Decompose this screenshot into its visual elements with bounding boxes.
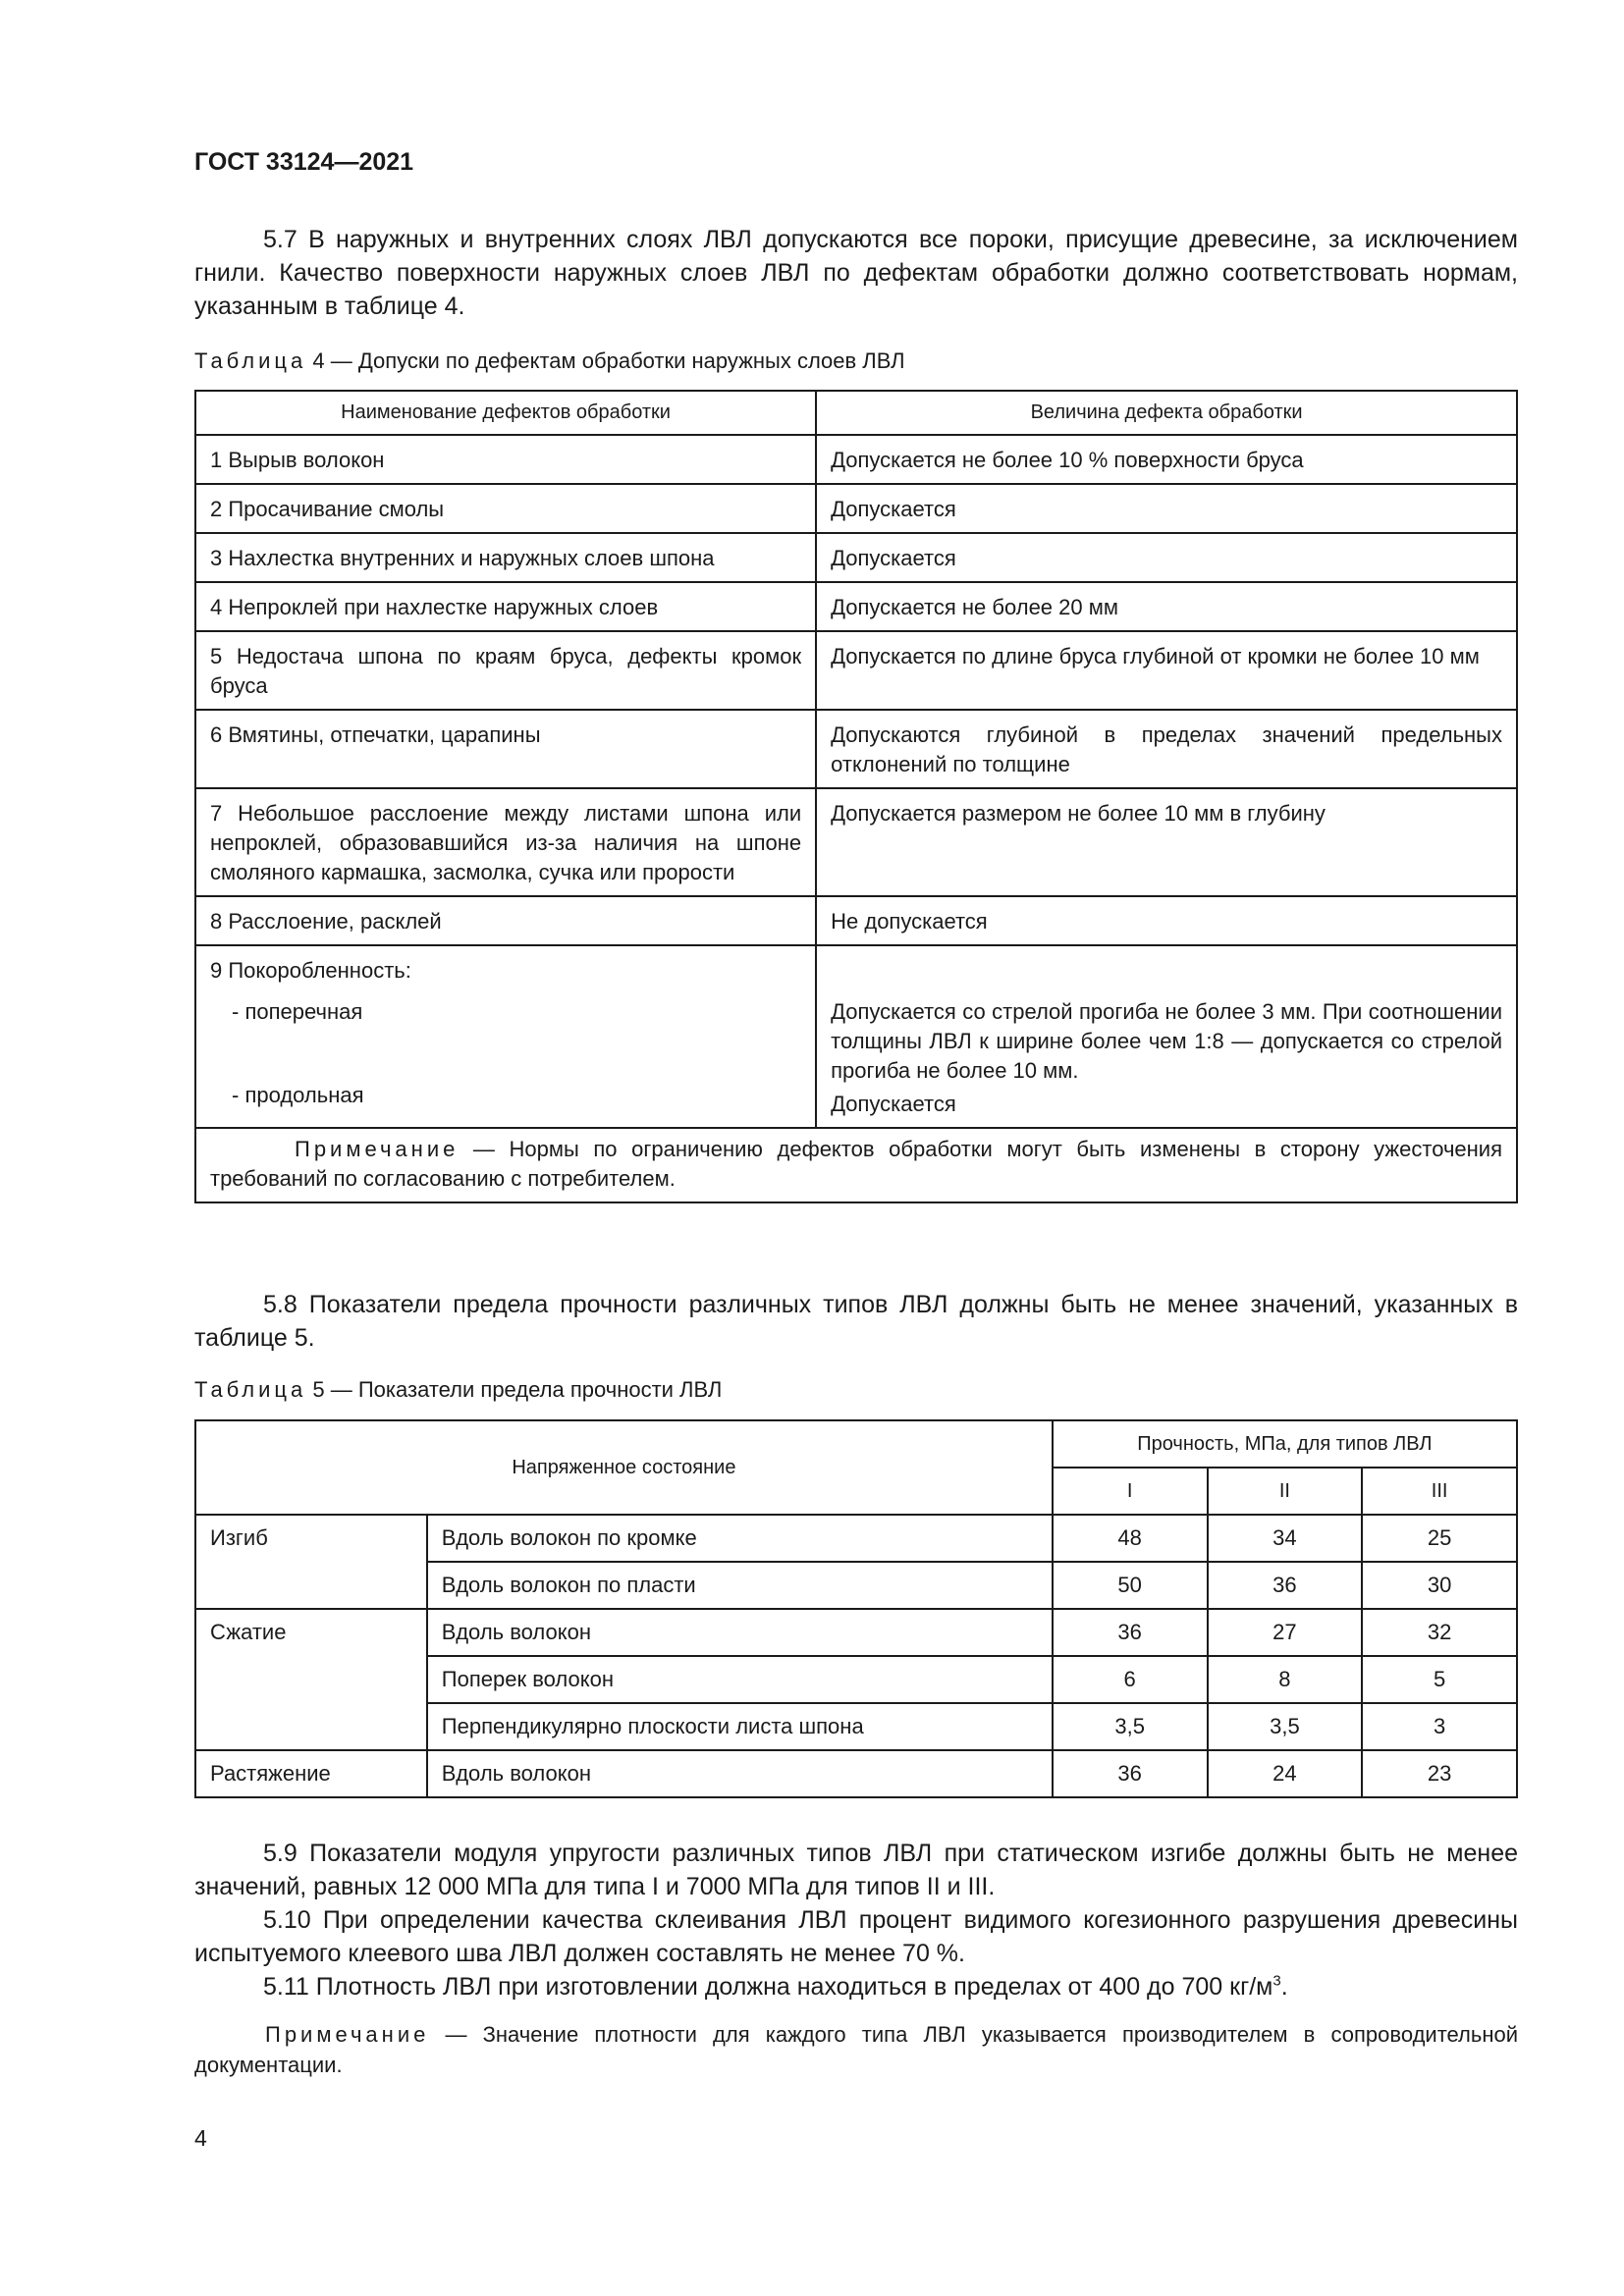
strength-value: 36 <box>1053 1609 1208 1656</box>
type-header: III <box>1362 1468 1517 1515</box>
table-header-row <box>195 1420 1517 1468</box>
caption-text: 4 — Допуски по дефектам обработки наружных слоев ЛВЛ <box>312 348 905 373</box>
note-density <box>194 2019 1518 2080</box>
warp-cross-label: - поперечная <box>232 999 363 1024</box>
defect-name: 5 Недостача шпона по краям бруса, дефекты кромок бруса <box>195 631 816 710</box>
table-row <box>195 1750 1517 1797</box>
table-row <box>195 1515 1517 1562</box>
strength-value: 27 <box>1208 1609 1363 1656</box>
strength-value: 3 <box>1362 1703 1517 1750</box>
strength-value: 3,5 <box>1053 1703 1208 1750</box>
strength-value: 3,5 <box>1208 1703 1363 1750</box>
defect-value: Допускается <box>816 533 1517 582</box>
warp-cross-value: Допускается со стрелой прогиба не более 3 мм. При соотношении толщины ЛВЛ к ширине более чем 1:8 — допускается со стрелой прогиба не более 10 мм. <box>831 999 1502 1083</box>
paragraph-text: 5.7 В наружных и внутренних слоях ЛВЛ допускаются все пороки, присущие древесине, за исключением гнили. Качество поверхности наружных слоев ЛВЛ по дефектам обработки должно соответствовать нормам, указанным в таблице 4. <box>194 226 1518 320</box>
caption-word: Таблица <box>194 348 307 373</box>
defect-value: Допускается не более 10 % поверхности бруса <box>816 435 1517 484</box>
stress-group: Изгиб <box>195 1515 427 1609</box>
paragraph-end: . <box>1280 1973 1288 2001</box>
strength-value: 23 <box>1362 1750 1517 1797</box>
table-row <box>195 533 1517 582</box>
stress-direction: Вдоль волокон <box>427 1609 1053 1656</box>
stress-direction: Поперек волокон <box>427 1656 1053 1703</box>
paragraph-text: 5.10 При определении качества склеивания ЛВЛ процент видимого когезионного разрушения древесины испытуемого клеевого шва ЛВЛ должен составлять не менее 70 %. <box>194 1906 1518 1967</box>
column-header: Прочность, МПа, для типов ЛВЛ <box>1053 1420 1517 1468</box>
strength-value: 34 <box>1208 1515 1363 1562</box>
paragraph-text: 5.11 Плотность ЛВЛ при изготовлении должна находиться в пределах от 400 до 700 кг/м <box>263 1973 1273 2001</box>
table-note <box>195 1128 1517 1202</box>
paragraph-5-11 <box>194 1970 1518 2003</box>
warp-long-value: Допускается <box>831 1092 956 1116</box>
paragraph-5-7 <box>194 223 1518 323</box>
defect-value <box>816 945 1517 1128</box>
note-text: — Нормы по ограничению дефектов обработки могут быть изменены в сторону ужесточения требований по согласованию с потребителем. <box>210 1137 1502 1191</box>
defect-name: 7 Небольшое расслоение между листами шпона или непроклей, образовавшийся из-за наличия на шпоне смоляного кармашка, засмолка, сучка или прорости <box>195 788 816 896</box>
column-header: Величина дефекта обработки <box>816 391 1517 435</box>
defect-value: Допускается по длине бруса глубиной от кромки не более 10 мм <box>816 631 1517 710</box>
stress-direction: Вдоль волокон по кромке <box>427 1515 1053 1562</box>
defect-value: Допускаются глубиной в пределах значений предельных отклонений по толщине <box>816 710 1517 788</box>
table-header-row <box>195 391 1517 435</box>
table-row <box>195 582 1517 631</box>
caption-word: Таблица <box>194 1377 307 1402</box>
strength-value: 32 <box>1362 1609 1517 1656</box>
table4-caption <box>194 348 905 374</box>
document-header: ГОСТ 33124—2021 <box>194 148 414 176</box>
table-row <box>195 484 1517 533</box>
defect-name: 2 Просачивание смолы <box>195 484 816 533</box>
paragraph-5-10 <box>194 1903 1518 1970</box>
table5-caption <box>194 1377 722 1403</box>
note-text: — Значение плотности для каждого типа ЛВЛ указывается производителем в сопроводительной документации. <box>194 2022 1518 2077</box>
paragraph-text: 5.9 Показатели модуля упругости различных типов ЛВЛ при статическом изгибе должны быть не менее значений, равных 12 000 МПа для типа I и 7000 МПа для типов II и III. <box>194 1840 1518 1900</box>
column-header: Наименование дефектов обработки <box>195 391 816 435</box>
strength-value: 5 <box>1362 1656 1517 1703</box>
strength-value: 25 <box>1362 1515 1517 1562</box>
defect-name: 3 Нахлестка внутренних и наружных слоев шпона <box>195 533 816 582</box>
stress-group: Сжатие <box>195 1609 427 1750</box>
paragraph-5-8 <box>194 1288 1518 1355</box>
table-row <box>195 435 1517 484</box>
strength-value: 50 <box>1053 1562 1208 1609</box>
paragraph-text: 5.8 Показатели предела прочности различных типов ЛВЛ должны быть не менее значений, указанных в таблице 5. <box>194 1291 1518 1352</box>
strength-value: 24 <box>1208 1750 1363 1797</box>
table-4 <box>194 390 1518 1203</box>
type-header: II <box>1208 1468 1363 1515</box>
stress-direction: Перпендикулярно плоскости листа шпона <box>427 1703 1053 1750</box>
stress-direction: Вдоль волокон по пласти <box>427 1562 1053 1609</box>
defect-value: Допускается размером не более 10 мм в глубину <box>816 788 1517 896</box>
paragraph-5-9 <box>194 1837 1518 1903</box>
stress-direction: Вдоль волокон <box>427 1750 1053 1797</box>
table-row <box>195 710 1517 788</box>
strength-value: 30 <box>1362 1562 1517 1609</box>
strength-value: 6 <box>1053 1656 1208 1703</box>
type-header: I <box>1053 1468 1208 1515</box>
column-header: Напряженное состояние <box>195 1420 1053 1515</box>
defect-name: 8 Расслоение, расклей <box>195 896 816 945</box>
table-row <box>195 631 1517 710</box>
defect-value: Допускается <box>816 484 1517 533</box>
defect-value: Допускается не более 20 мм <box>816 582 1517 631</box>
defect-name: 6 Вмятины, отпечатки, царапины <box>195 710 816 788</box>
table-row <box>195 788 1517 896</box>
table-row <box>195 945 1517 1128</box>
caption-text: 5 — Показатели предела прочности ЛВЛ <box>312 1377 723 1402</box>
warp-long-label: - продольная <box>232 1083 364 1107</box>
table-row <box>195 896 1517 945</box>
defect-value: Не допускается <box>816 896 1517 945</box>
note-word: Примечание <box>295 1137 460 1161</box>
strength-value: 8 <box>1208 1656 1363 1703</box>
table-note-row <box>195 1128 1517 1202</box>
page-number: 4 <box>194 2125 207 2151</box>
warp-label: 9 Покоробленность: <box>210 958 411 983</box>
defect-name: 1 Вырыв волокон <box>195 435 816 484</box>
superscript: 3 <box>1272 1972 1281 1990</box>
defect-name: 4 Непроклей при нахлестке наружных слоев <box>195 582 816 631</box>
strength-value: 36 <box>1208 1562 1363 1609</box>
table-5 <box>194 1419 1518 1798</box>
note-word: Примечание <box>265 2022 430 2047</box>
defect-name <box>195 945 816 1128</box>
strength-value: 48 <box>1053 1515 1208 1562</box>
strength-value: 36 <box>1053 1750 1208 1797</box>
table-row <box>195 1609 1517 1656</box>
stress-group: Растяжение <box>195 1750 427 1797</box>
